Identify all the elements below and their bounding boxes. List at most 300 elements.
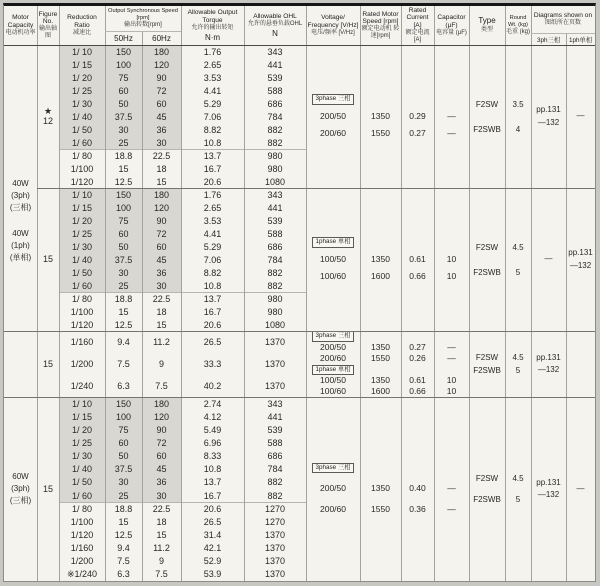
torque-cell: 26.5: [203, 337, 222, 347]
torque-cell: 4.12: [203, 411, 222, 422]
speed60-cell: 180: [142, 45, 181, 58]
ratio-cell: 1/100: [70, 306, 94, 317]
figure-no-cell: [37, 188, 59, 331]
torque-cell: 7.06: [203, 254, 222, 265]
speed60-cell: 120: [142, 201, 181, 214]
voltage-frequency-value: 200/50: [320, 483, 346, 494]
diagram-page-text: —: [576, 111, 585, 121]
rated-current-value: 0.27: [409, 127, 426, 138]
speed50-cell: 18.8: [114, 503, 133, 514]
speed50-cell: 12.5: [114, 176, 133, 187]
speed50-cell: 30: [105, 266, 142, 279]
grid-line: [59, 6, 60, 45]
table-row: [59, 175, 306, 188]
table-row: [59, 515, 306, 528]
speed50-cell: 75: [105, 423, 142, 436]
grid-line: [531, 45, 532, 581]
speed60-cell: 60: [142, 97, 181, 110]
table-row: [59, 555, 306, 568]
speed50-cell: 12.5: [114, 529, 133, 540]
speed50-cell: 50: [105, 97, 142, 110]
torque-cell: 2.65: [203, 202, 222, 213]
diagram-page-text: —132: [537, 365, 560, 374]
diagram-page-text: —: [576, 483, 585, 493]
ratio-cell: 1/ 10: [59, 45, 105, 58]
ratio-cell: 1/ 15: [59, 201, 105, 214]
ohl-cell: 1370: [264, 529, 286, 540]
speed60-cell: 45: [142, 110, 181, 123]
speed60-cell: 15: [156, 176, 167, 187]
speed60-cell: 11.2: [153, 543, 170, 554]
header-label-zh: 额定电流 [A]: [405, 30, 430, 44]
speed50-cell: 9.4: [117, 543, 130, 554]
diagram-pages-1ph: [566, 397, 595, 581]
grid-line: [105, 6, 106, 45]
rated-speed-value: 1350: [371, 375, 390, 385]
figure-no: 15: [42, 483, 53, 494]
header-unit: N·m: [204, 32, 221, 42]
capacitor-value: —: [447, 483, 456, 494]
type-value: F2SW: [475, 353, 499, 362]
ratio-cell: 1/ 80: [71, 150, 93, 161]
ohl-cell: 980: [267, 306, 283, 317]
diagram-page-text: —: [544, 254, 553, 264]
shade-boundary-line: [59, 502, 306, 503]
voltage-frequency-value: 100/50: [320, 253, 346, 264]
header-label-zh: 类型: [480, 27, 493, 34]
diagram-page-text: pp.131: [536, 352, 561, 362]
table-row: [59, 353, 306, 375]
ohl-cell: 1270: [264, 516, 286, 527]
ohl-cell: 882: [267, 267, 283, 278]
ohl-cell: 441: [267, 411, 283, 422]
figure-no: 15: [42, 358, 53, 369]
header-label-zh: 允许的悬垂负载OHL: [247, 21, 303, 28]
ratio-cell: 1/ 20: [59, 423, 105, 436]
weight-value: 5: [515, 366, 521, 375]
ratio-cell: 1/200: [70, 359, 94, 369]
torque-cell: 20.6: [203, 319, 222, 330]
ratio-cell: 1/ 50: [59, 266, 105, 279]
table-row: [59, 253, 306, 266]
header-label: Output Synchronous Speed [rpm]: [108, 8, 178, 21]
speed60-cell: 36: [142, 476, 181, 489]
diagram-pages-1ph: [566, 188, 595, 331]
header-label-zh: 允许的输出转矩: [191, 24, 234, 31]
table-row: [59, 162, 306, 175]
torque-cell: 4.41: [203, 85, 222, 96]
col-header-diagrams-3ph: 3ph三相: [536, 36, 561, 44]
rated-current-value: 0.66: [409, 270, 426, 281]
shade-boundary-line: [59, 292, 306, 293]
grid-line: [37, 45, 38, 581]
voltage-frequency-value: 100/50: [320, 375, 346, 385]
header-label: Allowable OHL: [253, 12, 297, 20]
torque-cell: 2.65: [203, 59, 222, 70]
torque-cell: 53.9: [203, 569, 222, 580]
torque-cell: 7.06: [203, 111, 222, 122]
ratio-cell: 1/ 60: [59, 136, 105, 149]
torque-cell: 10.8: [203, 280, 222, 291]
torque-cell: 42.1: [203, 543, 222, 554]
grid-line: [469, 6, 470, 45]
ratio-cell: 1/ 60: [59, 279, 105, 292]
diagram-page-text: pp.131: [568, 248, 593, 258]
table-row: [59, 45, 306, 58]
speed60-cell: 22.5: [152, 293, 171, 304]
weight-value: 5: [515, 267, 521, 277]
header-label: Rated Current [A]: [406, 7, 429, 29]
capacity-text: (3ph): [11, 191, 30, 200]
torque-cell: 6.96: [203, 437, 222, 448]
diagram-page-text: —132: [537, 117, 560, 127]
ratio-cell: 1/ 10: [59, 397, 105, 410]
weight-value: 3.5: [512, 99, 524, 109]
table-row: [59, 502, 306, 515]
speed50-cell: 7.5: [117, 359, 130, 369]
diagram-page-text: —132: [537, 490, 560, 499]
header-label: Type: [478, 16, 496, 26]
speed60-cell: 120: [142, 58, 181, 71]
capacitor-value: —: [447, 341, 456, 352]
type-value: F2SW: [475, 474, 499, 483]
ratio-cell: 1/240: [70, 381, 94, 391]
header-label: Diagrams shown on: [533, 11, 593, 19]
capacity-text: (1ph): [11, 241, 30, 250]
ohl-cell: 343: [267, 398, 283, 409]
type-grid: [469, 397, 531, 581]
table-row: [59, 397, 306, 410]
grid-line: [360, 45, 361, 581]
star-icon: ★: [43, 105, 53, 116]
grid-line: [401, 6, 402, 45]
ohl-cell: 343: [267, 189, 283, 200]
table-row: [59, 136, 306, 149]
motor-capacity-label: [10, 178, 31, 214]
ratio-cell: 1/ 10: [59, 188, 105, 201]
torque-cell: 26.5: [203, 516, 222, 527]
power-grid: [306, 331, 469, 397]
table-row: [59, 149, 306, 162]
header-label: Round Wt. (kg): [508, 15, 528, 28]
ratio-cell: 1/ 20: [59, 214, 105, 227]
ratio-cell: 1/ 15: [59, 58, 105, 71]
rated-current-value: 0.66: [409, 385, 426, 396]
speed50-cell: 30: [105, 123, 142, 136]
grid-line: [244, 6, 245, 45]
header-label: Rated Motor Speed [rpm]: [362, 10, 399, 26]
ratio-cell: 1/ 20: [59, 71, 105, 84]
grid-line: [360, 6, 361, 45]
shade-boundary-line: [59, 149, 306, 150]
speed50-cell: 25: [105, 489, 142, 502]
ohl-cell: 980: [267, 293, 283, 304]
speed60-cell: 72: [142, 227, 181, 240]
speed50-cell: 15: [118, 306, 129, 317]
ohl-cell: 343: [267, 46, 283, 57]
speed60-cell: 18: [156, 516, 167, 527]
ohl-cell: 784: [267, 254, 283, 265]
speed50-cell: 60: [105, 436, 142, 449]
ratio-cell: 1/ 30: [59, 450, 105, 463]
capacitor-value: 10: [446, 375, 457, 385]
speed50-cell: 7.5: [117, 556, 130, 567]
speed50-cell: 37.5: [105, 110, 142, 123]
phase-tag: 3phase 三相: [312, 331, 353, 342]
speed60-cell: 15: [156, 529, 167, 540]
ohl-cell: 1370: [264, 381, 286, 391]
grid-line: [306, 6, 307, 45]
speed60-cell: 90: [142, 214, 181, 227]
ohl-cell: 441: [267, 59, 283, 70]
ratio-cell: ※1/240: [66, 568, 98, 579]
rated-current-value: 0.61: [409, 253, 426, 264]
ohl-cell: 882: [267, 124, 283, 135]
ohl-cell: 686: [267, 451, 283, 462]
ratio-cell: 1/160: [70, 543, 94, 554]
torque-cell: 8.82: [203, 267, 222, 278]
table-row: [59, 318, 306, 331]
motor-capacity-cell: [4, 45, 37, 397]
speed60-cell: 45: [142, 253, 181, 266]
grid-line: [37, 6, 38, 45]
torque-cell: 16.7: [203, 306, 222, 317]
speed50-cell: 50: [105, 450, 142, 463]
torque-cell: 4.41: [203, 228, 222, 239]
ratio-cell: 1/ 40: [59, 110, 105, 123]
grid-line: [505, 45, 506, 581]
speed60-cell: 180: [142, 397, 181, 410]
table-row: [59, 410, 306, 423]
speed60-cell: 120: [142, 410, 181, 423]
capacitor-value: —: [447, 127, 456, 138]
grid-line: [401, 45, 402, 581]
speed60-cell: 22.5: [152, 503, 171, 514]
speed60-cell: 60: [142, 450, 181, 463]
speed60-cell: 60: [142, 240, 181, 253]
torque-cell: 10.8: [203, 137, 222, 148]
motor-spec-table: [3, 3, 596, 582]
speed50-cell: 18.8: [114, 293, 133, 304]
header-label-zh: 减速比: [72, 29, 91, 36]
rated-speed-value: 1350: [371, 483, 390, 494]
torque-cell: 1.76: [203, 46, 222, 57]
torque-cell: 10.8: [203, 464, 222, 475]
voltage-frequency-value: 200/50: [320, 110, 346, 121]
table-row: [59, 542, 306, 555]
speed50-cell: 150: [105, 188, 142, 201]
phase-tag: 3phase 三相: [312, 463, 353, 474]
speed50-cell: 150: [105, 397, 142, 410]
rated-speed-value: 1550: [371, 504, 390, 515]
capacitor-value: 10: [446, 385, 457, 396]
ohl-cell: 1080: [264, 176, 286, 187]
table-row: [59, 568, 306, 581]
header-label-zh: 额定电动机 转速[rpm]: [361, 26, 400, 40]
speed50-cell: 15: [118, 516, 129, 527]
capacity-text: (3ph): [11, 484, 30, 493]
speed60-cell: 18: [156, 163, 167, 174]
table-row: [59, 123, 306, 136]
capacitor-value: 10: [446, 253, 457, 264]
type-grid: [469, 331, 531, 397]
voltage-frequency-value: 100/60: [320, 270, 346, 281]
speed60-cell: 15: [156, 319, 167, 330]
table-row: [59, 476, 306, 489]
speed50-cell: 75: [105, 214, 142, 227]
ohl-cell: 588: [267, 437, 283, 448]
grid-line: [142, 31, 143, 45]
torque-cell: 13.7: [203, 477, 222, 488]
grid-line: [306, 45, 307, 581]
torque-cell: 5.49: [203, 424, 222, 435]
ohl-cell: 686: [267, 98, 283, 109]
speed50-cell: 50: [105, 240, 142, 253]
diagram-page-text: pp.131: [536, 477, 561, 487]
table-row: [59, 240, 306, 253]
type-grid: [469, 45, 531, 188]
ratio-cell: 1/ 30: [59, 240, 105, 253]
voltage-frequency-value: 200/60: [320, 504, 346, 515]
rated-speed-value: 1550: [371, 127, 390, 138]
header-label: Allowable Output Torque: [187, 9, 238, 24]
header-label-zh: 毛重 (kg): [506, 28, 531, 35]
grid-line: [181, 45, 182, 581]
figure-no-cell: [37, 397, 59, 581]
torque-cell: 13.7: [203, 293, 222, 304]
speed50-cell: 12.5: [114, 319, 133, 330]
torque-cell: 31.4: [203, 529, 222, 540]
speed60-cell: 36: [142, 266, 181, 279]
ratio-cell: 1/ 15: [59, 410, 105, 423]
speed50-cell: 25: [105, 279, 142, 292]
speed60-cell: 72: [142, 436, 181, 449]
type-value: F2SWB: [473, 495, 501, 504]
torque-cell: 5.29: [203, 241, 222, 252]
table-row: [59, 110, 306, 123]
grid-line: [469, 45, 470, 581]
ohl-cell: 588: [267, 228, 283, 239]
figure-no: 15: [42, 254, 53, 265]
grid-line: [434, 6, 435, 45]
grid-line: [244, 45, 245, 581]
capacity-text: 60W: [12, 472, 29, 481]
rated-current-value: 0.27: [409, 341, 426, 352]
speed60-cell: 180: [142, 188, 181, 201]
ratio-cell: 1/ 25: [59, 227, 105, 240]
ohl-cell: 539: [267, 72, 283, 83]
table-row: [59, 375, 306, 397]
voltage-frequency-value: 100/60: [320, 385, 346, 396]
grid-line: [59, 45, 60, 581]
torque-cell: 8.82: [203, 124, 222, 135]
ratio-cell: 1/160: [70, 337, 94, 347]
ohl-cell: 980: [267, 163, 283, 174]
speed50-cell: 15: [118, 163, 129, 174]
torque-cell: 13.7: [203, 150, 222, 161]
grid-line: [505, 6, 506, 45]
speed50-cell: 30: [105, 476, 142, 489]
figure-no-cell: [37, 331, 59, 397]
torque-cell: 2.74: [203, 398, 222, 409]
speed60-cell: 30: [142, 489, 181, 502]
ohl-cell: 882: [267, 490, 283, 501]
capacitor-value: —: [447, 110, 456, 121]
block-divider-line: [37, 188, 595, 189]
ratio-cell: 1/ 60: [59, 489, 105, 502]
table-row: [59, 214, 306, 227]
weight-value: 4.5: [512, 242, 524, 252]
weight-value: 4.5: [512, 474, 524, 483]
header-label-zh: 输出转数[rpm]: [124, 21, 162, 28]
table-row: [59, 292, 306, 305]
capacity-text: (单相): [9, 253, 32, 262]
torque-cell: 3.53: [203, 72, 222, 83]
figure-no: 12: [42, 115, 53, 126]
table-body: [4, 6, 595, 581]
motor-capacity-label: [10, 228, 31, 264]
capacitor-value: 10: [446, 270, 457, 281]
power-grid: [306, 188, 469, 331]
capacity-text: (三相): [9, 496, 32, 505]
torque-cell: 5.29: [203, 98, 222, 109]
ohl-cell: 1370: [264, 359, 286, 369]
rated-speed-value: 1350: [371, 341, 390, 352]
diagram-pages-3ph: [531, 45, 566, 188]
speed50-cell: 75: [105, 71, 142, 84]
ohl-cell: 1370: [264, 569, 286, 580]
ohl-cell: 784: [267, 464, 283, 475]
ohl-cell: 882: [267, 477, 283, 488]
ohl-cell: 882: [267, 280, 283, 291]
header-label-zh: 输出轴图: [38, 26, 57, 40]
speed60-cell: 9: [158, 359, 164, 369]
speed60-cell: 22.5: [152, 150, 171, 161]
speed50-cell: 60: [105, 84, 142, 97]
type-grid: [469, 188, 531, 331]
rated-current-value: 0.36: [409, 504, 426, 515]
ratio-cell: 1/120: [70, 176, 94, 187]
voltage-frequency-value: 200/60: [320, 127, 346, 138]
header-label-zh: 电压/频率 [V/Hz]: [311, 29, 355, 36]
ratio-cell: 1/ 50: [59, 123, 105, 136]
table-row: [59, 201, 306, 214]
table-row: [59, 84, 306, 97]
diagram-page-text: —132: [569, 260, 592, 270]
speed50-cell: 100: [105, 58, 142, 71]
ohl-cell: 1370: [264, 556, 286, 567]
speed60-cell: 18: [156, 306, 167, 317]
grid-line: [531, 6, 532, 45]
torque-cell: 8.33: [203, 451, 222, 462]
table-row: [59, 266, 306, 279]
capacity-text: 40W: [12, 229, 29, 238]
voltage-frequency-value: 200/60: [320, 352, 346, 363]
col-header-diagrams-1ph: 1ph单相: [568, 36, 593, 44]
capacitor-value: —: [447, 504, 456, 515]
ohl-cell: 1370: [264, 543, 286, 554]
speed50-cell: 37.5: [105, 463, 142, 476]
speed60-cell: 30: [142, 279, 181, 292]
col-header-50hz: 50Hz: [114, 33, 133, 43]
rated-speed-value: 1350: [371, 253, 390, 264]
ratio-cell: 1/ 40: [59, 463, 105, 476]
ratio-cell: 1/ 25: [59, 84, 105, 97]
type-value: F2SWB: [473, 124, 501, 134]
ohl-cell: 882: [267, 137, 283, 148]
ratio-cell: 1/120: [70, 529, 94, 540]
speed60-cell: 45: [142, 463, 181, 476]
